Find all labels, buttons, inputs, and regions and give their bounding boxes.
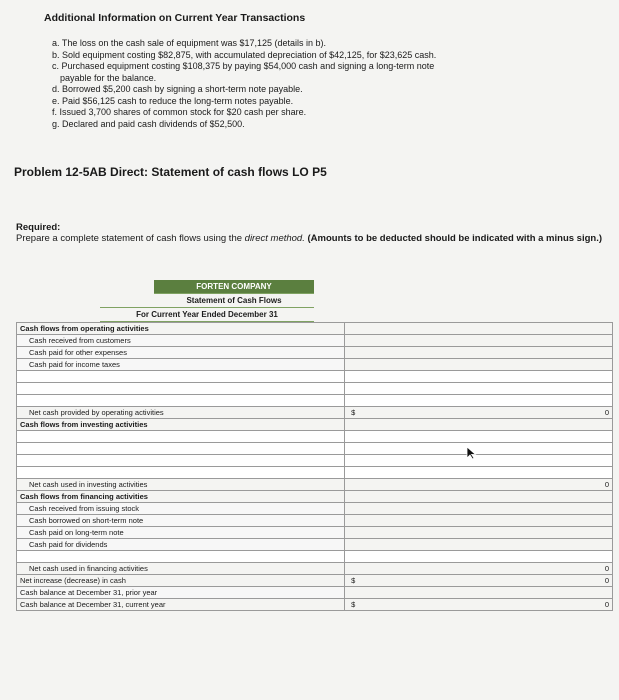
additional-info — [44, 12, 604, 130]
row-label-input[interactable] — [17, 431, 345, 443]
row-label-input[interactable]: Cash received from customers — [17, 335, 345, 347]
total-value: 0 — [361, 407, 612, 419]
table-row — [17, 479, 613, 491]
dollar-sign: $ — [345, 407, 362, 419]
table-row[interactable] — [17, 443, 613, 455]
symbol-cell — [345, 419, 362, 431]
row-label-input[interactable]: Cash received from issuing stock — [17, 503, 345, 515]
amount-input[interactable] — [361, 359, 612, 371]
amount-input[interactable] — [361, 383, 612, 395]
symbol-cell — [345, 347, 362, 359]
required-label: Required: — [16, 222, 61, 233]
symbol-cell — [345, 467, 362, 479]
info-item: d. Borrowed $5,200 cash by signing a short-term note payable. — [52, 84, 303, 94]
amount-input[interactable] — [361, 527, 612, 539]
symbol-cell — [345, 551, 362, 563]
symbol-cell — [345, 503, 362, 515]
instruction-note: (Amounts to be deducted should be indicated with a minus sign.) — [304, 233, 603, 244]
row-label-input[interactable] — [17, 551, 345, 563]
row-label: Net cash used in investing activities — [17, 479, 345, 491]
symbol-cell — [345, 443, 362, 455]
row-label: Net cash used in financing activities — [17, 563, 345, 575]
statement-name: Statement of Cash Flows — [154, 293, 314, 307]
row-label-input[interactable] — [17, 371, 345, 383]
symbol-cell — [345, 527, 362, 539]
row-label-input[interactable] — [17, 455, 345, 467]
statement-period: For Current Year Ended December 31 — [100, 307, 314, 322]
symbol-cell — [345, 491, 362, 503]
table-row[interactable] — [17, 431, 613, 443]
amount-input[interactable] — [361, 347, 612, 359]
problem-title: Problem 12-5AB Direct: Statement of cash flows LO P5 — [14, 165, 327, 179]
dollar-sign: $ — [345, 599, 362, 611]
table-row[interactable] — [17, 467, 613, 479]
cash-flow-statement — [16, 280, 608, 611]
mouse-cursor-icon — [466, 446, 480, 460]
symbol-cell — [345, 515, 362, 527]
amount-cell — [361, 323, 612, 335]
info-item: payable for the balance. — [60, 72, 157, 83]
info-item: b. Sold equipment costing $82,875, with accumulated depreciation of $42,125, for $23,625 cash. — [52, 49, 437, 60]
table-row — [17, 599, 613, 611]
amount-input[interactable] — [361, 371, 612, 383]
symbol-cell — [345, 563, 362, 575]
row-label: Cash flows from operating activities — [17, 323, 345, 335]
row-label-input[interactable] — [17, 395, 345, 407]
table-row[interactable] — [17, 347, 613, 359]
required-instructions — [16, 222, 606, 244]
row-label-input[interactable] — [17, 383, 345, 395]
table-row[interactable] — [17, 527, 613, 539]
amount-input[interactable] — [361, 335, 612, 347]
table-row[interactable] — [17, 359, 613, 371]
row-label-input[interactable] — [17, 443, 345, 455]
table-row[interactable] — [17, 503, 613, 515]
row-label-input[interactable]: Cash paid for income taxes — [17, 359, 345, 371]
symbol-cell — [345, 335, 362, 347]
instruction-text — [16, 233, 606, 244]
symbol-cell — [345, 455, 362, 467]
table-row — [17, 491, 613, 503]
amount-input[interactable] — [361, 515, 612, 527]
table-row[interactable] — [17, 539, 613, 551]
total-value: 0 — [361, 599, 612, 611]
amount-cell — [361, 491, 612, 503]
row-label-input[interactable]: Cash paid for dividends — [17, 539, 345, 551]
row-label-input[interactable]: Cash paid for other expenses — [17, 347, 345, 359]
amount-input[interactable] — [361, 467, 612, 479]
symbol-cell — [345, 431, 362, 443]
symbol-cell — [345, 539, 362, 551]
table-row — [17, 323, 613, 335]
table-row[interactable] — [17, 371, 613, 383]
info-item: a. The loss on the cash sale of equipment was $17,125 (details in b). — [52, 38, 326, 48]
table-row[interactable] — [17, 455, 613, 467]
symbol-cell — [345, 359, 362, 371]
row-label: Net cash provided by operating activities — [17, 407, 345, 419]
dollar-sign: $ — [345, 575, 362, 587]
symbol-cell — [345, 479, 362, 491]
table-row — [17, 419, 613, 431]
table-row[interactable] — [17, 587, 613, 599]
info-item: c. Purchased equipment costing $108,375 by paying $54,000 cash and signing a long-term note — [52, 61, 435, 71]
row-label: Net increase (decrease) in cash — [17, 575, 345, 587]
amount-input[interactable] — [361, 431, 612, 443]
symbol-cell — [345, 587, 362, 599]
info-item: g. Declared and paid cash dividends of $52,500. — [52, 118, 245, 129]
amount-input[interactable] — [361, 503, 612, 515]
amount-input[interactable] — [361, 551, 612, 563]
amount-input[interactable] — [361, 443, 612, 455]
row-label: Cash flows from investing activities — [17, 419, 345, 431]
table-row[interactable] — [17, 383, 613, 395]
info-item: e. Paid $56,125 cash to reduce the long-term notes payable. — [52, 95, 294, 106]
table-row[interactable] — [17, 515, 613, 527]
total-value: 0 — [361, 479, 612, 491]
table-row[interactable] — [17, 395, 613, 407]
total-value: 0 — [361, 575, 612, 587]
row-label: Cash flows from financing activities — [17, 491, 345, 503]
amount-input[interactable] — [361, 455, 612, 467]
row-label: Cash balance at December 31, prior year — [17, 587, 345, 599]
table-row — [17, 563, 613, 575]
info-list — [44, 38, 604, 130]
symbol-cell — [345, 395, 362, 407]
table-row — [17, 407, 613, 419]
table-row[interactable] — [17, 335, 613, 347]
instruction-pre: Prepare a complete statement of cash flows using the — [16, 233, 245, 244]
row-label-input[interactable]: Cash borrowed on short-term note — [17, 515, 345, 527]
total-value: 0 — [361, 563, 612, 575]
statement-company: FORTEN COMPANY — [154, 280, 314, 293]
info-item: f. Issued 3,700 shares of common stock for $20 cash per share. — [52, 107, 307, 117]
info-title: Additional Information on Current Year Transactions — [44, 12, 306, 24]
amount-cell — [361, 419, 612, 431]
row-label: Cash balance at December 31, current year — [17, 599, 345, 611]
amount-input[interactable] — [361, 539, 612, 551]
row-label-input[interactable]: Cash paid on long-term note — [17, 527, 345, 539]
amount-input[interactable] — [361, 587, 612, 599]
symbol-cell — [345, 323, 362, 335]
symbol-cell — [345, 383, 362, 395]
table-row — [17, 575, 613, 587]
instruction-emphasis: direct method. — [244, 233, 305, 244]
table-row[interactable] — [17, 551, 613, 563]
statement-table — [16, 322, 613, 611]
symbol-cell — [345, 371, 362, 383]
amount-input[interactable] — [361, 395, 612, 407]
row-label-input[interactable] — [17, 467, 345, 479]
